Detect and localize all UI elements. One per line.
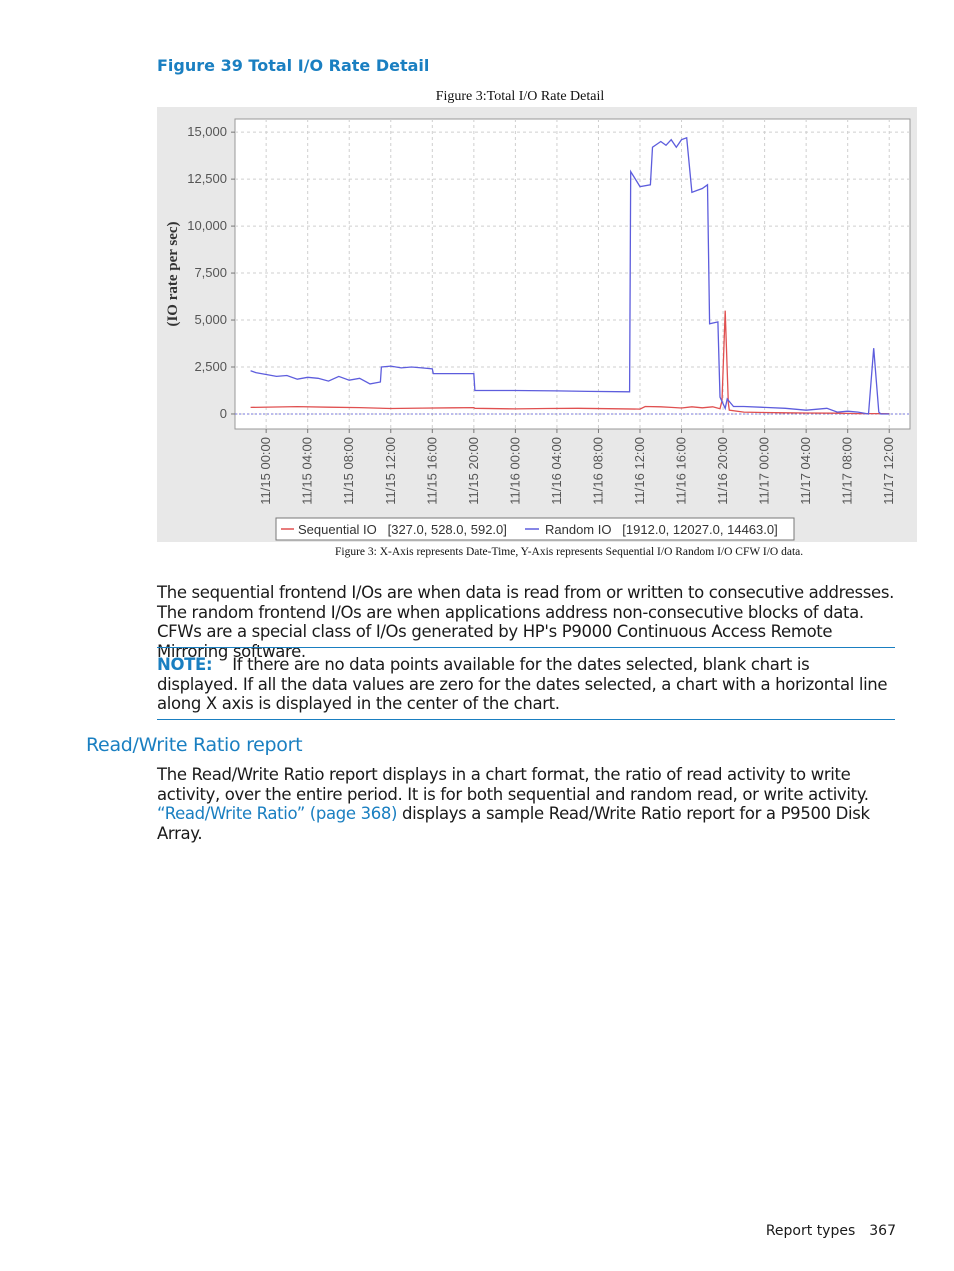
p2-text-after: displays a sample Read/Write Ratio report for a P9500 Disk Array. — [157, 804, 870, 843]
x-tick-label: 11/16 20:00 — [715, 437, 731, 505]
x-tick-label: 11/15 08:00 — [341, 437, 357, 505]
page-footer — [766, 1223, 896, 1239]
y-tick-label: 5,000 — [194, 312, 227, 328]
y-tick-label: 12,500 — [187, 171, 227, 187]
chart-title: Figure 3:Total I/O Rate Detail — [435, 89, 605, 104]
y-axis-label: (IO rate per sec) — [165, 221, 181, 327]
x-tick-label: 11/17 08:00 — [839, 437, 855, 505]
page-number: 367 — [869, 1223, 896, 1239]
x-tick-label: 11/16 00:00 — [507, 437, 523, 505]
legend-label-random: Random IO [1912.0, 12027.0, 14463.0] — [545, 522, 778, 537]
x-tick-label: 11/16 04:00 — [548, 437, 564, 505]
paragraph-read-write — [157, 765, 895, 843]
x-tick-label: 11/15 12:00 — [382, 437, 398, 505]
legend — [276, 518, 794, 540]
y-tick-label: 15,000 — [187, 124, 227, 140]
x-tick-label: 11/15 04:00 — [299, 437, 315, 505]
x-tick-label: 11/17 04:00 — [798, 437, 814, 505]
section-title: Read/Write Ratio report — [86, 734, 303, 756]
x-tick-label: 11/16 16:00 — [673, 437, 689, 505]
y-tick-label: 0 — [219, 405, 227, 421]
x-tick-label: 11/15 16:00 — [424, 437, 440, 505]
legend-label-sequential: Sequential IO [327.0, 528.0, 592.0] — [298, 522, 507, 537]
footer-section: Report types — [765, 1223, 856, 1239]
x-tick-label: 11/16 12:00 — [632, 437, 647, 505]
x-tick-label: 11/15 00:00 — [258, 437, 274, 505]
note-label: NOTE: — [157, 655, 213, 674]
plot-area — [235, 119, 910, 429]
p2-text-before: The Read/Write Ratio report displays in a chart format, the ratio of read activity to write activity, over the entire period. It is for both sequential and random read, or write activity. — [157, 765, 869, 804]
y-tick-label: 7,500 — [194, 265, 227, 281]
chart-footnote: Figure 3: X-Axis represents Date-Time, Y-Axis represents Sequential I/O Random I/O CFW I/O data. — [335, 546, 804, 558]
figure-caption: Figure 39 Total I/O Rate Detail — [157, 56, 430, 75]
x-tick-label: 11/16 08:00 — [590, 437, 606, 505]
io-rate-chart — [157, 84, 917, 560]
note-box — [157, 647, 895, 720]
x-tick-label: 11/17 12:00 — [881, 437, 897, 505]
x-tick-label: 11/15 20:00 — [465, 437, 481, 505]
y-tick-label: 2,500 — [194, 359, 227, 374]
y-tick-label: 10,000 — [187, 218, 227, 234]
note-text: If there are no data points available for the dates selected, blank chart is displayed. If all the data values are zero for the dates selected, a chart with a horizontal line along X axis is displayed in the center of the chart. — [157, 655, 888, 713]
paragraph-frontend-io: The sequential frontend I/Os are when data is read from or written to consecutive addresses. The random frontend I/Os are when applications address non-consecutive blocks of data. CFWs are a special class of I/Os generated by HP's P9000 Continuous Access Remote Mirroring software. — [157, 583, 894, 661]
x-tick-label: 11/17 00:00 — [756, 437, 772, 505]
read-write-ratio-link[interactable]: “Read/Write Ratio” (page 368) — [157, 804, 398, 823]
